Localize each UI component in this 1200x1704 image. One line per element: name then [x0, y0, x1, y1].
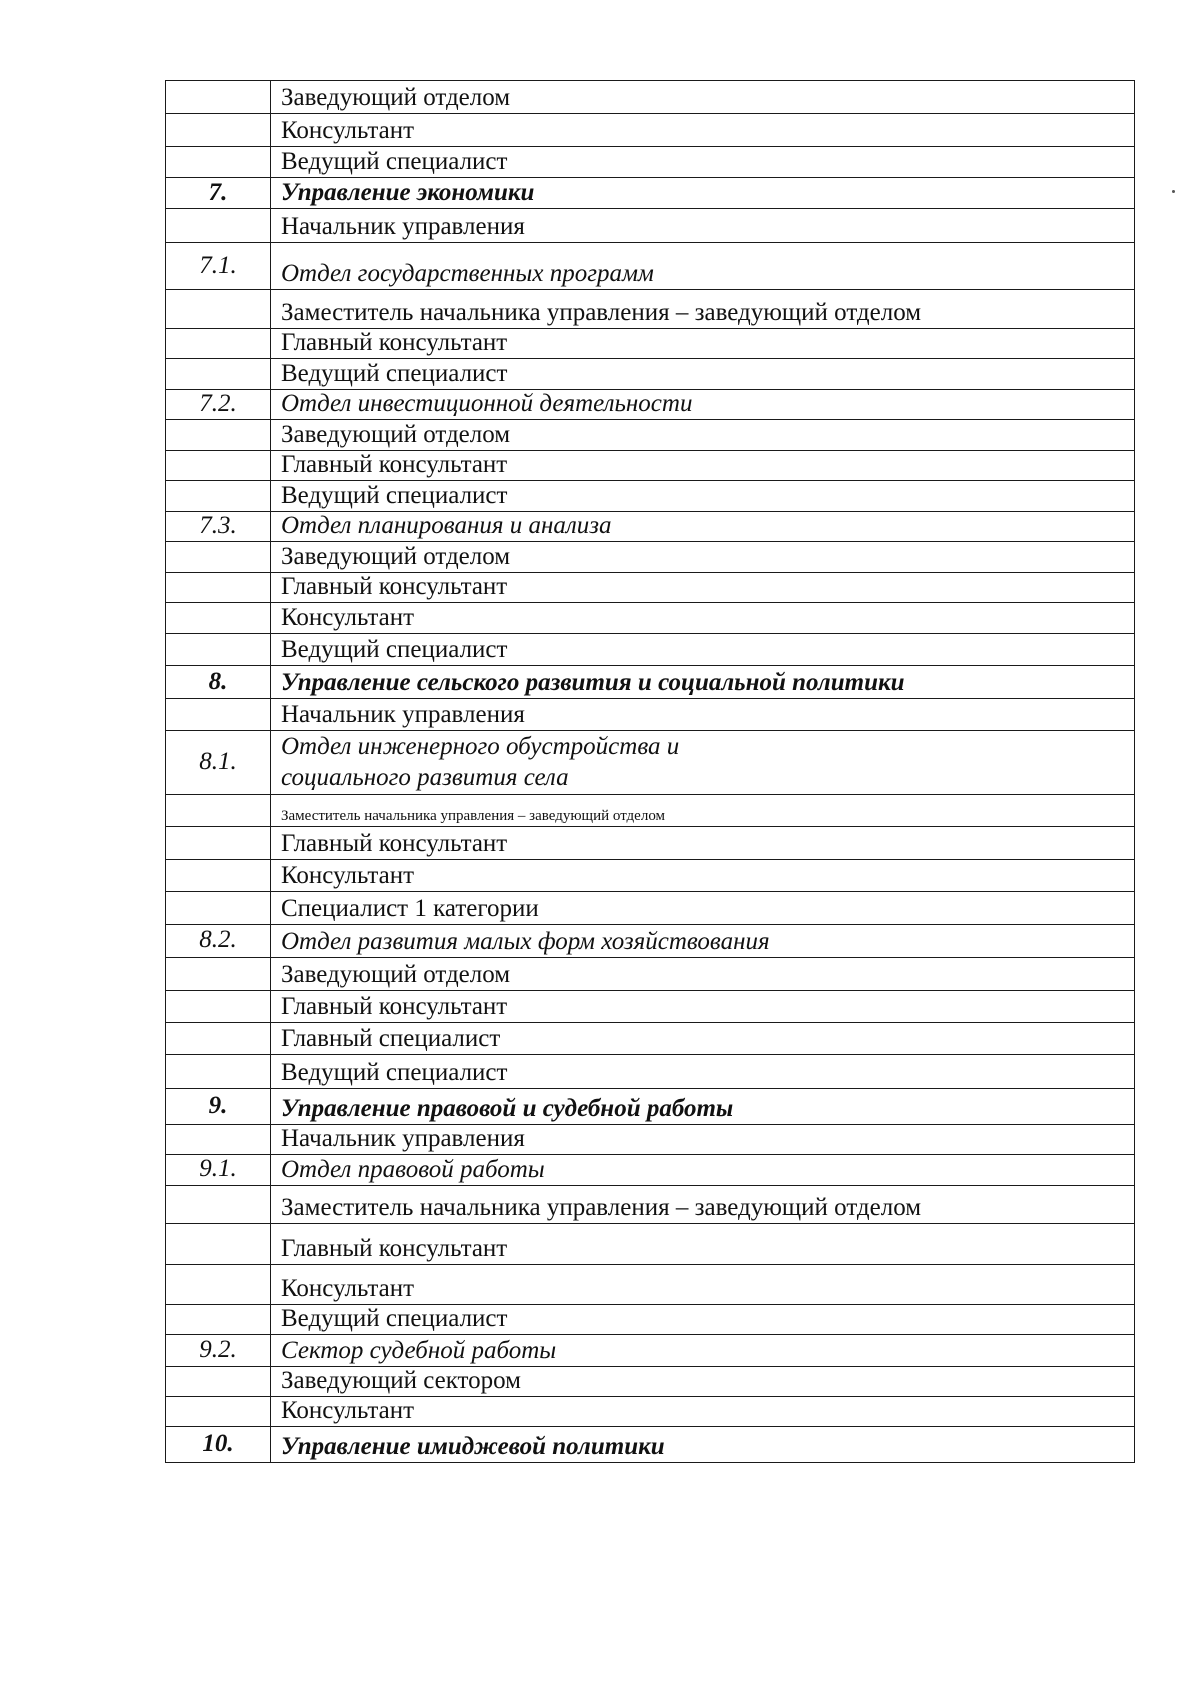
row-title-cell: Специалист 1 категории — [271, 891, 1135, 924]
row-number-cell — [166, 891, 271, 924]
position-row — [166, 209, 1135, 243]
row-title-cell: Ведущий специалист — [271, 1304, 1135, 1334]
position-row — [166, 1366, 1135, 1396]
row-title-cell: Отдел планирования и анализа — [271, 512, 1135, 542]
position-row — [166, 859, 1135, 891]
row-number-cell — [166, 329, 271, 359]
section-heading-row — [166, 1426, 1135, 1462]
row-title-cell: Заведующий отделом — [271, 81, 1135, 114]
position-row — [166, 794, 1135, 826]
row-number-cell — [166, 1304, 271, 1334]
row-number-cell: 9.1. — [166, 1154, 271, 1185]
row-number-cell: 7. — [166, 178, 271, 209]
position-row — [166, 603, 1135, 634]
row-title-cell: Ведущий специалист — [271, 634, 1135, 666]
row-number-cell — [166, 990, 271, 1022]
row-number-cell — [166, 147, 271, 178]
row-title-cell: Заместитель начальника управления – заведующий отделом — [271, 290, 1135, 329]
row-number-cell — [166, 859, 271, 891]
row-title-cell: Отдел государственных программ — [271, 243, 1135, 290]
row-title-cell: Заведующий отделом — [271, 420, 1135, 451]
position-row — [166, 1304, 1135, 1334]
position-row — [166, 290, 1135, 329]
subsection-row — [166, 924, 1135, 957]
row-number-cell — [166, 114, 271, 147]
row-number-cell — [166, 699, 271, 731]
row-title-cell: Отдел развития малых форм хозяйствования — [271, 924, 1135, 957]
row-title-cell: Заместитель начальника управления – заведующий отделом — [271, 794, 1135, 826]
row-title-cell: Консультант — [271, 603, 1135, 634]
row-title-cell: Главный специалист — [271, 1022, 1135, 1054]
subsection-row — [166, 512, 1135, 542]
row-number-cell — [166, 603, 271, 634]
row-number-cell — [166, 359, 271, 390]
row-number-cell: 9. — [166, 1088, 271, 1124]
position-row — [166, 1396, 1135, 1426]
row-number-cell — [166, 1022, 271, 1054]
row-title-cell: Отдел инвестиционной деятельности — [271, 390, 1135, 420]
row-number-cell — [166, 794, 271, 826]
row-title-cell: Отдел правовой работы — [271, 1154, 1135, 1185]
row-title-cell: Заместитель начальника управления – заведующий отделом — [271, 1185, 1135, 1223]
position-row — [166, 826, 1135, 859]
row-number-cell — [166, 634, 271, 666]
row-title-cell: Главный консультант — [271, 573, 1135, 603]
position-row — [166, 542, 1135, 573]
row-number-cell — [166, 1223, 271, 1264]
row-title-cell: Консультант — [271, 859, 1135, 891]
row-number-cell — [166, 420, 271, 451]
subsection-row — [166, 1154, 1135, 1185]
position-row — [166, 147, 1135, 178]
position-row — [166, 81, 1135, 114]
row-number-cell: 8. — [166, 666, 271, 699]
row-title-line: Отдел инженерного обустройства и — [281, 733, 680, 760]
row-number-cell: 9.2. — [166, 1334, 271, 1366]
row-number-cell: 10. — [166, 1426, 271, 1462]
row-title-cell: Управление сельского развития и социальной политики — [271, 666, 1135, 699]
row-title-cell — [271, 731, 1135, 795]
row-number-cell — [166, 290, 271, 329]
subsection-row — [166, 1334, 1135, 1366]
row-number-cell — [166, 481, 271, 512]
row-number-cell — [166, 451, 271, 481]
position-row — [166, 891, 1135, 924]
row-number-cell — [166, 81, 271, 114]
position-row — [166, 1054, 1135, 1088]
row-number-cell: 7.1. — [166, 243, 271, 290]
position-row — [166, 329, 1135, 359]
position-row — [166, 699, 1135, 731]
section-heading-row — [166, 666, 1135, 699]
row-title-cell: Управление имиджевой политики — [271, 1426, 1135, 1462]
position-row — [166, 990, 1135, 1022]
scan-speck — [1172, 190, 1175, 193]
row-number-cell — [166, 542, 271, 573]
row-number-cell — [166, 826, 271, 859]
row-number-cell — [166, 1366, 271, 1396]
row-number-cell: 8.2. — [166, 924, 271, 957]
row-title-cell: Консультант — [271, 114, 1135, 147]
row-number-cell — [166, 573, 271, 603]
row-number-cell — [166, 1264, 271, 1304]
staff-table-body — [166, 81, 1135, 1463]
position-row — [166, 1264, 1135, 1304]
position-row — [166, 957, 1135, 990]
row-title-cell: Главный консультант — [271, 990, 1135, 1022]
row-title-cell: Начальник управления — [271, 1124, 1135, 1154]
row-title-cell: Ведущий специалист — [271, 1054, 1135, 1088]
row-number-cell — [166, 1396, 271, 1426]
row-title-cell: Консультант — [271, 1396, 1135, 1426]
position-row — [166, 114, 1135, 147]
position-row — [166, 451, 1135, 481]
row-title-cell: Управление правовой и судебной работы — [271, 1088, 1135, 1124]
staff-table — [165, 80, 1135, 1463]
subsection-row — [166, 390, 1135, 420]
row-number-cell — [166, 209, 271, 243]
subsection-row — [166, 243, 1135, 290]
row-number-cell: 7.3. — [166, 512, 271, 542]
row-title-cell: Главный консультант — [271, 451, 1135, 481]
position-row — [166, 1124, 1135, 1154]
row-title-cell: Ведущий специалист — [271, 481, 1135, 512]
row-title-cell: Ведущий специалист — [271, 359, 1135, 390]
row-title-cell: Заведующий сектором — [271, 1366, 1135, 1396]
row-title-cell: Начальник управления — [271, 209, 1135, 243]
row-title-cell: Сектор судебной работы — [271, 1334, 1135, 1366]
row-title-cell: Консультант — [271, 1264, 1135, 1304]
row-number-cell: 7.2. — [166, 390, 271, 420]
row-title-cell: Ведущий специалист — [271, 147, 1135, 178]
position-row — [166, 420, 1135, 451]
row-number-cell: 8.1. — [166, 731, 271, 795]
position-row — [166, 481, 1135, 512]
position-row — [166, 1022, 1135, 1054]
row-title-line: социального развития села — [281, 764, 569, 792]
row-title-cell: Начальник управления — [271, 699, 1135, 731]
row-title-cell: Главный консультант — [271, 826, 1135, 859]
position-row — [166, 359, 1135, 390]
section-heading-row — [166, 178, 1135, 209]
position-row — [166, 1185, 1135, 1223]
position-row — [166, 634, 1135, 666]
row-number-cell — [166, 1185, 271, 1223]
row-title-cell: Заведующий отделом — [271, 542, 1135, 573]
subsection-row — [166, 731, 1135, 795]
row-title-cell: Заведующий отделом — [271, 957, 1135, 990]
row-number-cell — [166, 1054, 271, 1088]
position-row — [166, 1223, 1135, 1264]
row-title-cell: Главный консультант — [271, 329, 1135, 359]
row-number-cell — [166, 957, 271, 990]
row-title-cell: Управление экономики — [271, 178, 1135, 209]
position-row — [166, 573, 1135, 603]
row-number-cell — [166, 1124, 271, 1154]
section-heading-row — [166, 1088, 1135, 1124]
row-title-cell: Главный консультант — [271, 1223, 1135, 1264]
